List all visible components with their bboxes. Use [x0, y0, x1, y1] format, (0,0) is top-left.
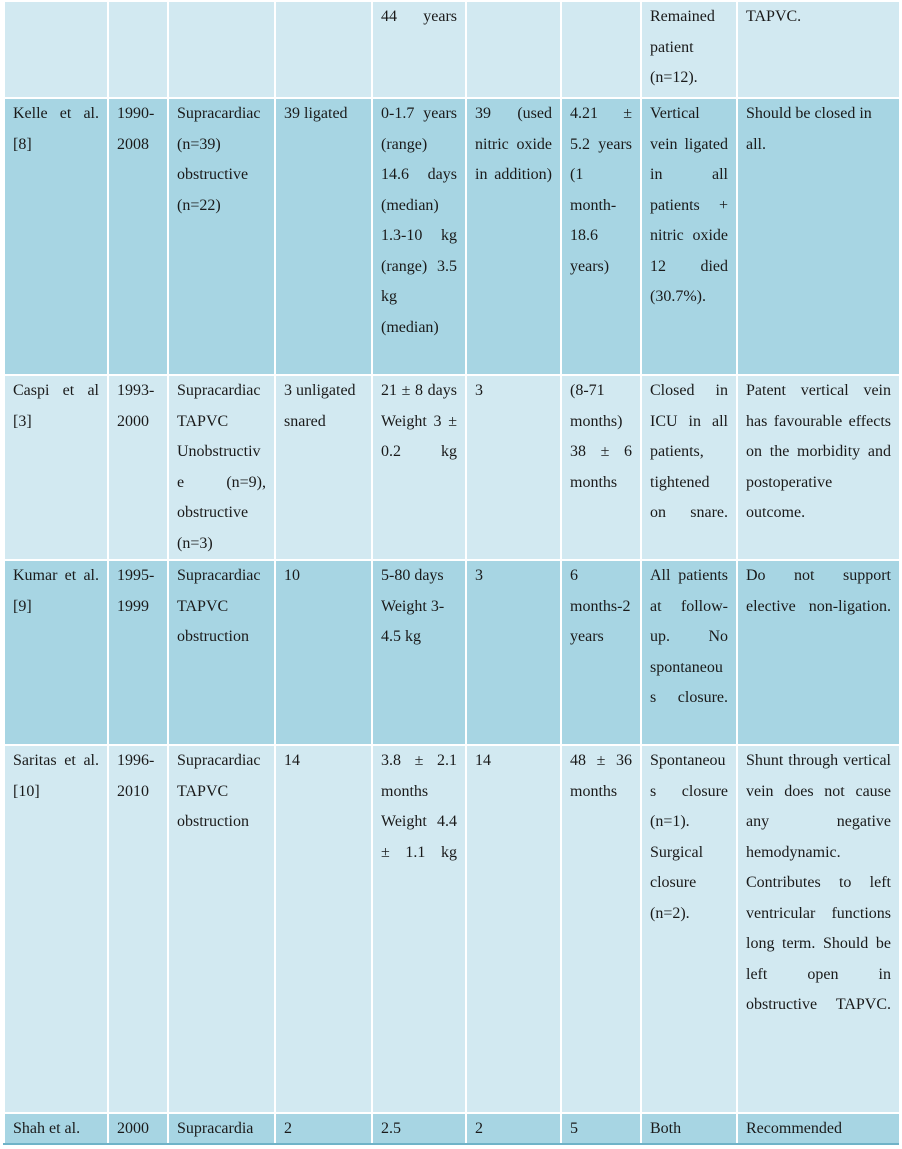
cell-unligated — [466, 1, 561, 98]
cell-years: 1996-2010 — [108, 745, 168, 1113]
cell-age-weight: 5-80 days Weight 3-4.5 kg — [372, 560, 466, 745]
cell-patients: 14 — [275, 745, 372, 1113]
cell-patients: 39 ligated — [275, 98, 372, 375]
table-row — [4, 560, 900, 745]
cell-outcome: All patients at follow-up. No spontaneous closure. — [641, 560, 737, 745]
cell-age-weight: 44 years — [372, 1, 466, 98]
cell-years: 1995-1999 — [108, 560, 168, 745]
cell-study: Saritas et al. [10] — [4, 745, 108, 1113]
cell-age-weight: 0-1.7 years (range) 14.6 days (median) 1.3-10 kg (range) 3.5 kg (median) — [372, 98, 466, 375]
cell-followup: 5 — [561, 1113, 641, 1146]
cell-conclusion: Patent vertical vein has favourable effects on the morbidity and postoperative outcome. — [737, 375, 900, 560]
table-row — [4, 745, 900, 1113]
cell-conclusion: Should be closed in all. — [737, 98, 900, 375]
cell-followup — [561, 1, 641, 98]
cell-age-weight: 2.5 — [372, 1113, 466, 1146]
cell-study: Caspi et al [3] — [4, 375, 108, 560]
cell-conclusion: Do not support elective non-ligation. — [737, 560, 900, 745]
studies-table-container — [3, 0, 899, 1147]
table-bottom-rule — [3, 1143, 899, 1145]
table-row — [4, 375, 900, 560]
cell-study: Kelle et al. [8] — [4, 98, 108, 375]
cell-followup: 48 ± 36 months — [561, 745, 641, 1113]
cell-conclusion: TAPVC. — [737, 1, 900, 98]
cell-study — [4, 1, 108, 98]
studies-table — [3, 0, 901, 1147]
cell-unligated: 14 — [466, 745, 561, 1113]
cell-outcome: Remained patient (n=12). — [641, 1, 737, 98]
cell-study: Shah et al. — [4, 1113, 108, 1146]
cell-patients — [275, 1, 372, 98]
table-row — [4, 1113, 900, 1146]
cell-outcome: Closed in ICU in all patients, tightened on snare. — [641, 375, 737, 560]
cell-diagnosis: Supracardiac TAPVC obstruction — [168, 560, 275, 745]
table-row — [4, 1, 900, 98]
cell-unligated: 39 (used nitric oxide in addition) — [466, 98, 561, 375]
cell-study: Kumar et al. [9] — [4, 560, 108, 745]
cell-diagnosis — [168, 1, 275, 98]
cell-unligated: 3 — [466, 375, 561, 560]
cell-followup: 4.21 ± 5.2 years (1 month-18.6 years) — [561, 98, 641, 375]
cell-followup: 6 months-2 years — [561, 560, 641, 745]
cell-diagnosis: Supracardiac TAPVC Unobstructive (n=9), obstructive (n=3) — [168, 375, 275, 560]
cell-outcome: Spontaneous closure (n=1). Surgical closure (n=2). — [641, 745, 737, 1113]
cell-diagnosis: Supracardiac TAPVC obstruction — [168, 745, 275, 1113]
cell-conclusion: Shunt through vertical vein does not cause any negative hemodynamic. Contributes to left ventricular functions long term. Should be left open in obstructive TAPVC. — [737, 745, 900, 1113]
cell-years: 1990-2008 — [108, 98, 168, 375]
cell-age-weight: 3.8 ± 2.1 months Weight 4.4 ± 1.1 kg — [372, 745, 466, 1113]
cell-unligated: 2 — [466, 1113, 561, 1146]
cell-years: 1993-2000 — [108, 375, 168, 560]
cell-patients: 3 unligated snared — [275, 375, 372, 560]
cell-unligated: 3 — [466, 560, 561, 745]
cell-years — [108, 1, 168, 98]
cell-followup: (8-71 months) 38 ± 6 months — [561, 375, 641, 560]
cell-age-weight: 21 ± 8 days Weight 3 ± 0.2 kg — [372, 375, 466, 560]
cell-outcome: Both — [641, 1113, 737, 1146]
cell-diagnosis: Supracardia — [168, 1113, 275, 1146]
cell-conclusion: Recommended — [737, 1113, 900, 1146]
cell-patients: 2 — [275, 1113, 372, 1146]
cell-outcome: Vertical vein ligated in all patients + nitric oxide 12 died (30.7%). — [641, 98, 737, 375]
table-row — [4, 98, 900, 375]
cell-patients: 10 — [275, 560, 372, 745]
cell-years: 2000 — [108, 1113, 168, 1146]
cell-diagnosis: Supracardiac (n=39) obstructive (n=22) — [168, 98, 275, 375]
